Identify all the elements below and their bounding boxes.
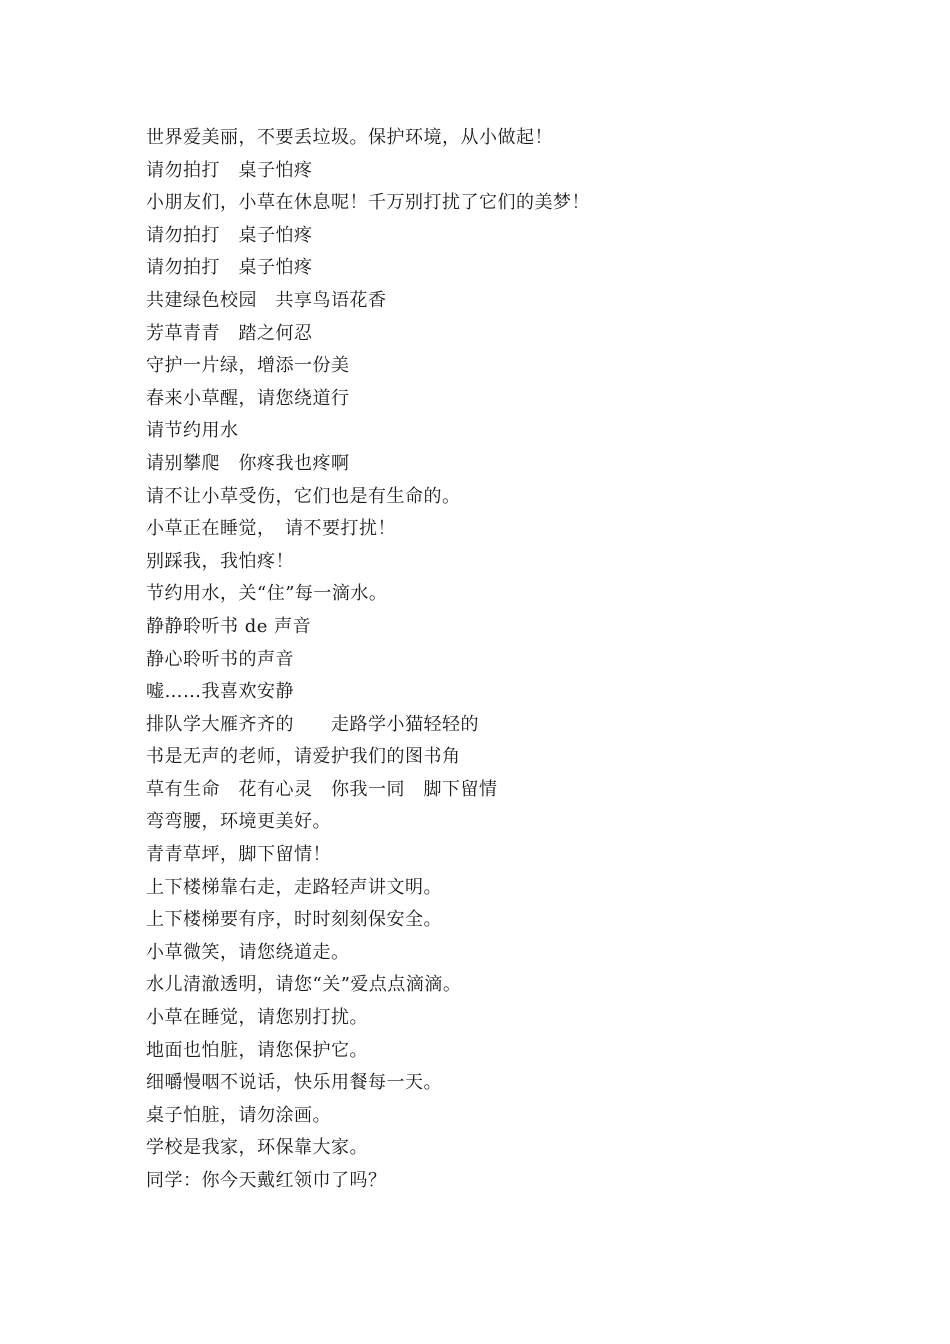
slogan-line: 静静聆听书 de 声音 (146, 615, 312, 637)
slogan-line: 小草正在睡觉， 请不要打扰！ (146, 518, 396, 540)
slogan-line: 书是无声的老师，请爱护我们的图书角 (146, 746, 461, 768)
slogan-line: 世界爱美丽，不要丢垃圾。保护环境，从小做起！ (146, 127, 553, 148)
slogan-line: 学校是我家，环保靠大家。 (146, 1137, 368, 1159)
slogan-line: 请别攀爬 你疼我也疼啊 (146, 452, 350, 474)
slogan-line: 水儿清澈透明，请您“关”爱点点滴滴。 (146, 974, 462, 996)
slogan-line: 同学：你今天戴红领巾了吗？ (146, 1170, 387, 1191)
slogan-line: 请节约用水 (146, 420, 239, 442)
slogan-line: 草有生命 花有心灵 你我一同 脚下留情 (146, 778, 498, 800)
slogan-line: 桌子怕脏，请勿涂画。 (146, 1104, 331, 1126)
slogan-line: 春来小草醒，请您绕道行 (146, 387, 350, 409)
slogan-line: 芳草青青 踏之何忍 (146, 322, 313, 344)
slogan-line: 请不让小草受伤，它们也是有生命的。 (146, 485, 461, 507)
slogan-list (146, 122, 846, 1198)
slogan-line: 小朋友们，小草在休息呢！千万别打扰了它们的美梦！ (146, 192, 590, 214)
slogan-line: 细嚼慢咽不说话，快乐用餐每一天。 (146, 1072, 442, 1094)
slogan-line: 排队学大雁齐齐的 走路学小猫轻轻的 (146, 713, 479, 735)
slogan-line: 嘘……我喜欢安静 (146, 681, 294, 703)
slogan-line: 上下楼梯靠右走，走路轻声讲文明。 (146, 876, 442, 898)
slogan-line: 上下楼梯要有序，时时刻刻保安全。 (146, 909, 442, 931)
slogan-line: 共建绿色校园 共享鸟语花香 (146, 289, 387, 311)
slogan-line: 静心聆听书的声音 (146, 648, 294, 670)
slogan-line: 节约用水，关“住”每一滴水。 (146, 583, 388, 605)
slogan-line: 别踩我，我怕疼！ (146, 550, 294, 572)
slogan-line: 青青草坪，脚下留情！ (146, 844, 331, 866)
slogan-line: 小草微笑，请您绕道走。 (146, 941, 350, 963)
slogan-line: 请勿拍打 桌子怕疼 (146, 159, 313, 181)
slogan-line: 请勿拍打 桌子怕疼 (146, 224, 313, 246)
slogan-line: 守护一片绿，增添一份美 (146, 355, 350, 377)
slogan-line: 小草在睡觉，请您别打扰。 (146, 1007, 368, 1029)
slogan-line: 地面也怕脏，请您保护它。 (146, 1039, 368, 1061)
slogan-line: 弯弯腰，环境更美好。 (146, 811, 331, 833)
slogan-line: 请勿拍打 桌子怕疼 (146, 257, 313, 279)
